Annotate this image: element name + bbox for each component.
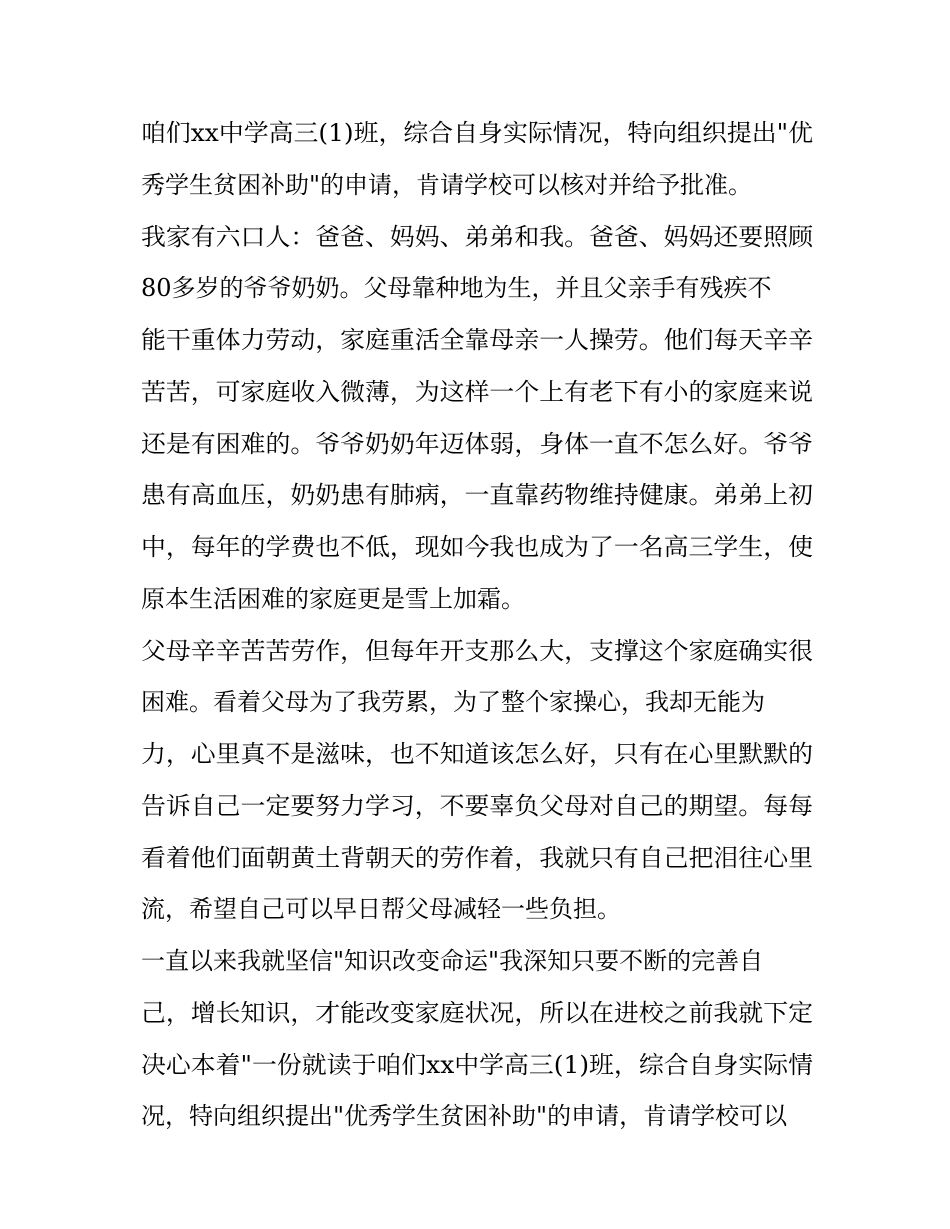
text-line: 原本生活困难的家庭更是雪上加霜。 [141,584,525,613]
text-line: 咱们xx中学高三(1)班，综合自身实际情况，特向组织提出"优 [141,119,814,147]
text-line: 困难。看着父母为了我劳累，为了整个家操心，我却无能为 [141,688,765,717]
text-line: 看着他们面朝黄土背朝天的劳作着，我就只有自己把泪往心里 [141,843,813,872]
text-line: 父母辛辛苦苦劳作，但每年开支那么大，支撑这个家庭确实很 [141,636,813,665]
text-line: 秀学生贫困补助"的申请，肯请学校可以核对并给予批准。 [141,170,753,199]
text-line: 己，增长知识，才能改变家庭状况，所以在进校之前我就下定 [141,998,813,1027]
paragraph-belief-knowledge [141,936,821,1143]
text-line: 能干重体力劳动，家庭重活全靠母亲一人操劳。他们每天辛辛 [141,326,813,354]
text-line: 告诉自己一定要努力学习，不要辜负父母对自己的期望。每每 [141,791,813,820]
text-line: 我家有六口人：爸爸、妈妈、弟弟和我。爸爸、妈妈还要照顾 [141,222,813,251]
document-body [141,108,821,1143]
text-line: 80多岁的爷爷奶奶。父母靠种地为生，并且父亲手有残疾不 [141,274,772,303]
text-line: 力，心里真不是滋味，也不知道该怎么好，只有在心里默默的 [141,740,813,768]
paragraph-parents-hardship [141,626,821,937]
text-line: 还是有困难的。爷爷奶奶年迈体弱，身体一直不怎么好。爷爷 [141,429,813,458]
text-line: 决心本着"一份就读于咱们xx中学高三(1)班，综合自身实际情 [141,1050,814,1079]
text-line: 况，特向组织提出"优秀学生贫困补助"的申请，肯请学校可以 [141,1102,788,1131]
text-line: 流，希望自己可以早日帮父母减轻一些负担。 [141,895,621,924]
text-line: 患有高血压，奶奶患有肺病，一直靠药物维持健康。弟弟上初 [141,481,813,510]
text-line: 一直以来我就坚信"知识改变命运"我深知只要不断的完善自 [141,947,764,975]
text-line: 中，每年的学费也不低，现如今我也成为了一名高三学生，使 [141,533,813,561]
text-line: 苦苦，可家庭收入微薄，为这样一个上有老下有小的家庭来说 [141,377,813,406]
paragraph-application-request [141,108,821,212]
paragraph-family-situation [141,212,821,626]
